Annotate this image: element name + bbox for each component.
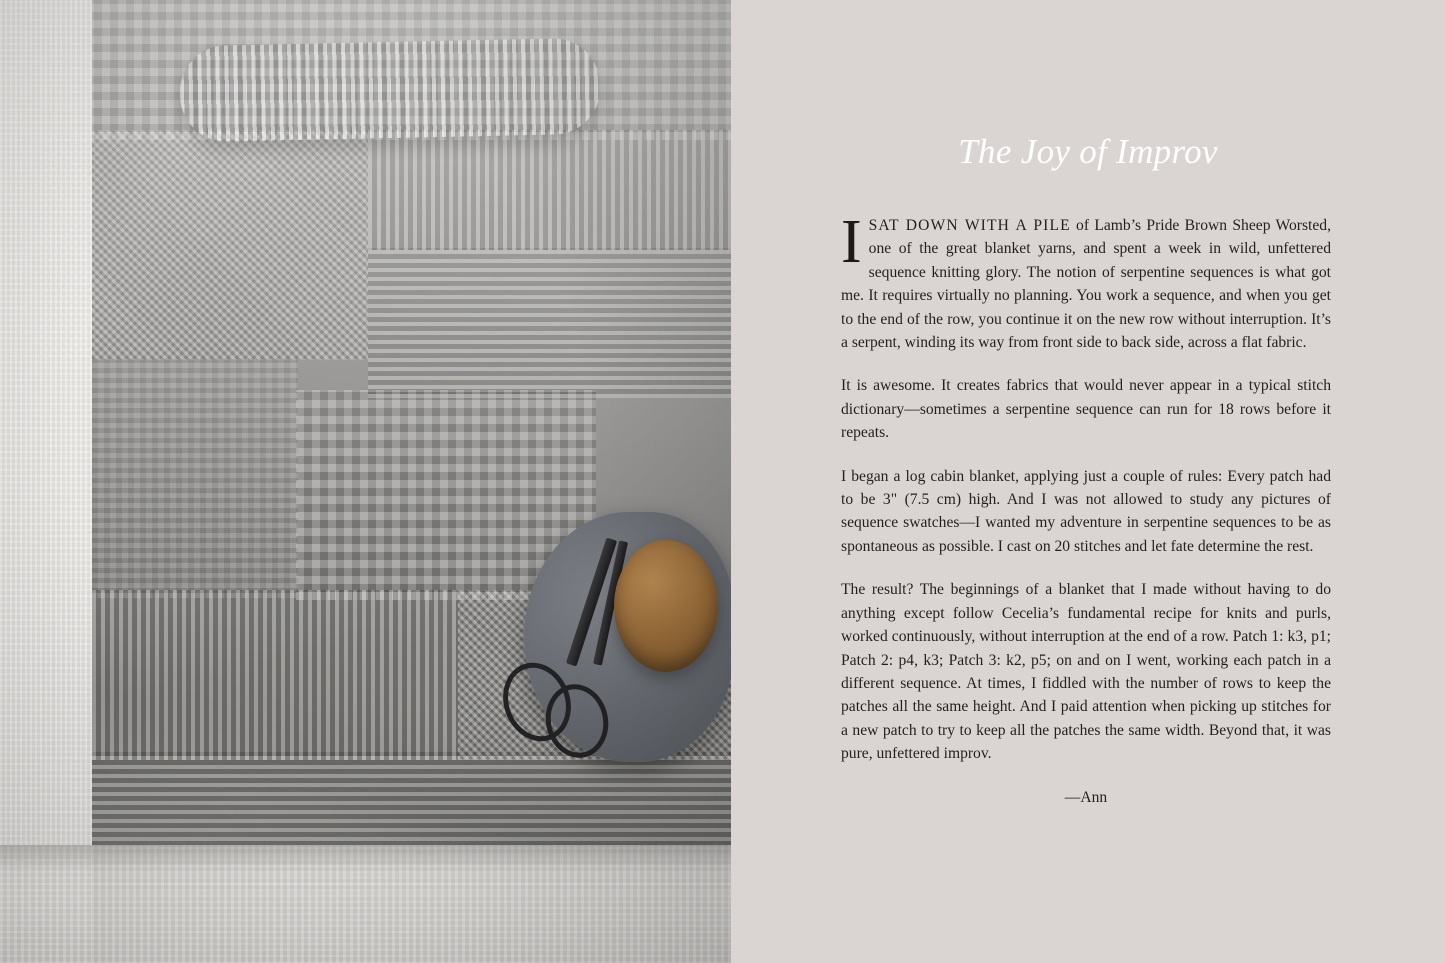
essay-body <box>841 208 1331 809</box>
essay-paragraph-1-text: of Lamb’s Pride Brown Sheep Worsted, one of the great blanket yarns, and spent a week in wild, unfettered sequence knitting glory. The notion of serpentine sequences is what got me. It requires virtually no planning. You work a sequence, and when you get to the end of the row, you continue it on the new row without interruption. It’s a serpent, winding its way from front side to back side, across a flat fabric. <box>841 217 1331 352</box>
blanket-texture-garter-right <box>368 248 731 398</box>
essay-paragraph-1 <box>841 208 1331 354</box>
essay-paragraph-3: I began a log cabin blanket, applying just a couple of rules: Every patch had to be 3" (7.5 cm) high. And I was not allowed to study any pictures of sequence swatches—I wanted my adventure in serpentine sequences to be as spontaneous as possible. I cast on 20 stitches and let fate determine the rest. <box>841 467 1331 555</box>
essay-panel <box>731 0 1445 963</box>
blanket-folded-edge <box>179 38 601 143</box>
drop-cap: I <box>841 208 862 276</box>
linen-cloth-left <box>0 0 92 963</box>
blanket-texture-rib-lower <box>38 590 458 760</box>
essay-paragraph-2: It is awesome. It creates fabrics that would never appear in a typical stitch dictionary—sometimes a serpentine sequence can run for 18 rows before it repeats. <box>841 377 1331 442</box>
linen-cloth-bottom <box>0 845 731 963</box>
blanket-texture-rib-upper-right <box>368 130 731 250</box>
essay-paragraph-4: The result? The beginnings of a blanket that I made without having to do anything except follow Cecelia’s fundamental recipe for knits and purls, worked continuously, without interruption at the end of a row. Patch 1: k3, p1; Patch 2: p4, k3; Patch 3: k2, p5; on and on I went, working each patch in a different sequence. At times, I fiddled with the number of rows to keep the patches all the same height. And I paid attention when picking up stitches for a new patch to try to keep all the patches the same width. Beyond that, it was pure, unfettered improv. <box>841 581 1331 763</box>
wooden-bowl <box>614 540 718 672</box>
essay-title: The Joy of Improv <box>958 132 1218 171</box>
opening-small-caps: SAT DOWN WITH A PILE <box>868 217 1071 234</box>
essay-signature: —Ann <box>1064 788 1108 806</box>
